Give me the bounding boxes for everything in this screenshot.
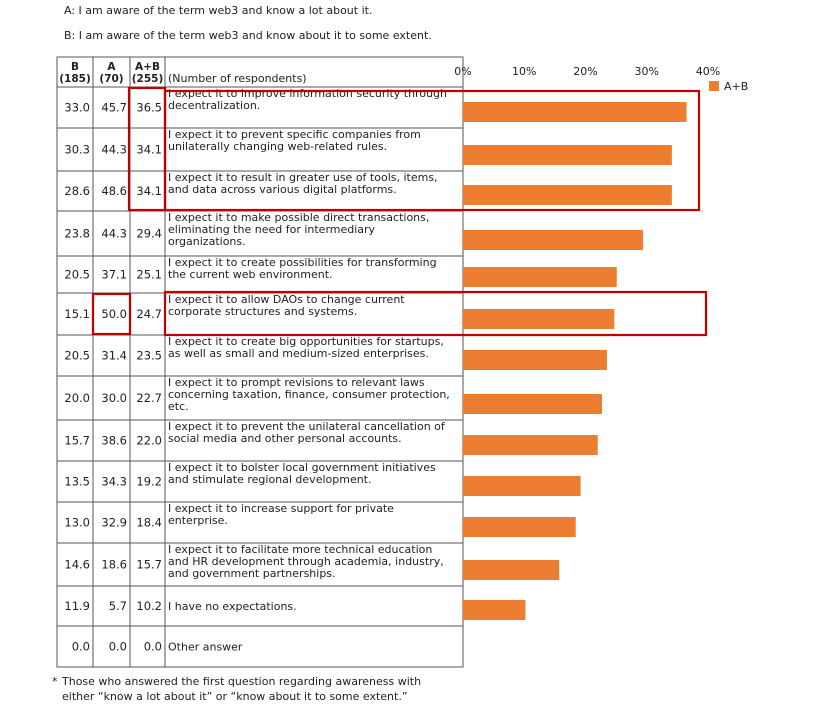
legend-label: A+B <box>724 80 749 93</box>
note-b: B: I am aware of the term web3 and know about it to some extent. <box>64 29 432 42</box>
category-label: I expect it to facilitate more technical education <box>168 543 433 556</box>
value-cell-a: 30.0 <box>101 391 127 405</box>
category-label: Other answer <box>168 640 243 654</box>
footnote-line-2: either “know a lot about it” or “know about it to some extent.” <box>62 690 408 703</box>
value-cell-b: 30.3 <box>64 142 90 157</box>
category-label: the current web environment. <box>168 268 333 281</box>
value-cell-b: 33.0 <box>64 100 90 115</box>
category-label: decentralization. <box>168 99 261 112</box>
category-label: organizations. <box>168 235 246 248</box>
category-label: unilaterally changing web-related rules. <box>168 140 388 153</box>
category-label: social media and other personal accounts. <box>168 432 402 445</box>
table-caption: (Number of respondents) <box>168 72 307 85</box>
column-header: B <box>70 61 80 73</box>
bar <box>463 350 607 370</box>
value-cell-a: 32.9 <box>101 515 127 530</box>
category-label: I expect it to increase support for private <box>168 502 394 515</box>
bar <box>463 185 672 205</box>
x-tick-label: 40% <box>695 65 721 78</box>
value-cell-b: 20.5 <box>64 267 90 282</box>
value-cell-b: 23.8 <box>64 226 90 241</box>
value-cell-a-plus-b: 10.2 <box>136 599 162 613</box>
category-label: as well as small and medium-sized enterprises. <box>168 347 429 360</box>
category-label: I have no expectations. <box>168 600 297 613</box>
column-header-count: (70) <box>99 73 124 85</box>
category-label: etc. <box>168 400 189 413</box>
column-header-count: (255) <box>131 73 164 85</box>
bar <box>463 435 598 455</box>
value-cell-a: 5.7 <box>108 599 127 613</box>
category-label: corporate structures and systems. <box>168 305 358 318</box>
value-cell-b: 0.0 <box>71 639 90 654</box>
bar <box>463 309 614 329</box>
value-cell-a: 50.0 <box>101 307 127 321</box>
column-header-count: (185) <box>59 73 91 85</box>
legend-swatch <box>709 81 719 91</box>
value-cell-b: 20.0 <box>64 391 90 405</box>
category-label: I expect it to prevent the unilateral cancellation of <box>168 420 445 433</box>
value-cell-a-plus-b: 22.7 <box>136 391 162 405</box>
value-cell-a-plus-b: 36.5 <box>136 100 162 115</box>
value-cell-a: 48.6 <box>101 184 127 198</box>
value-cell-b: 14.6 <box>64 557 90 572</box>
value-cell-a: 37.1 <box>101 267 127 282</box>
footnote-line-1: Those who answered the first question regarding awareness with <box>62 675 422 688</box>
value-cell-a: 38.6 <box>101 433 127 448</box>
category-label: eliminating the need for intermediary <box>168 223 376 236</box>
value-cell-b: 28.6 <box>64 184 90 198</box>
bar <box>463 145 672 165</box>
value-cell-b: 15.7 <box>64 433 90 448</box>
category-label: I expect it to prompt revisions to relevant laws <box>168 376 425 389</box>
value-cell-a: 31.4 <box>101 348 127 363</box>
value-cell-a: 0.0 <box>108 639 127 654</box>
value-cell-a-plus-b: 18.4 <box>136 515 162 530</box>
bar <box>463 230 643 250</box>
bar-area <box>454 65 748 620</box>
category-label: I expect it to make possible direct transactions, <box>168 211 430 224</box>
value-cell-a: 45.7 <box>101 100 127 115</box>
value-cell-a: 34.3 <box>101 474 127 489</box>
column-header: A+B <box>135 61 160 73</box>
category-label: concerning taxation, finance, consumer protection, <box>168 388 450 401</box>
value-cell-a-plus-b: 0.0 <box>143 639 162 654</box>
bar <box>463 517 576 537</box>
value-cell-a-plus-b: 29.4 <box>136 226 162 241</box>
value-cell-a-plus-b: 15.7 <box>136 557 162 572</box>
x-tick-label: 0% <box>454 65 472 78</box>
category-label: I expect it to prevent specific companies from <box>168 128 421 141</box>
value-cell-a-plus-b: 19.2 <box>136 474 162 489</box>
bar <box>463 267 617 287</box>
bar <box>463 560 559 580</box>
value-cell-a-plus-b: 25.1 <box>136 267 162 282</box>
category-label: and HR development through academia, industry, <box>168 555 444 568</box>
x-tick-label: 30% <box>634 65 659 78</box>
value-cell-a-plus-b: 23.5 <box>136 348 162 363</box>
value-cell-b: 13.0 <box>64 515 90 530</box>
category-label: and data across various digital platforms. <box>168 183 397 196</box>
note-a: A: I am aware of the term web3 and know a lot about it. <box>64 4 373 17</box>
bar <box>463 394 602 414</box>
footnote <box>52 674 422 704</box>
bar <box>463 600 525 620</box>
bar <box>463 476 581 496</box>
category-label: I expect it to bolster local government initiatives <box>168 461 436 474</box>
value-cell-b: 20.5 <box>64 348 90 363</box>
value-cell-b: 15.1 <box>64 307 90 321</box>
value-cell-a-plus-b: 34.1 <box>136 142 162 157</box>
category-label: I expect it to create big opportunities for startups, <box>168 335 444 348</box>
x-tick-label: 10% <box>512 65 537 78</box>
category-label: I expect it to improve information security through <box>168 87 447 100</box>
category-label: enterprise. <box>168 514 228 527</box>
value-cell-a-plus-b: 24.7 <box>136 307 162 321</box>
category-label: and stimulate regional development. <box>168 473 372 486</box>
category-label: I expect it to result in greater use of tools, items, <box>168 171 438 184</box>
value-cell-a: 44.3 <box>101 226 127 241</box>
value-cell-a-plus-b: 34.1 <box>136 184 162 198</box>
bar <box>463 102 687 122</box>
data-table <box>57 57 463 667</box>
category-label: I expect it to create possibilities for transforming <box>168 256 437 269</box>
value-cell-b: 13.5 <box>64 474 90 489</box>
x-tick-label: 20% <box>573 65 598 78</box>
value-cell-b: 11.9 <box>64 599 90 613</box>
category-label: I expect it to allow DAOs to change current <box>168 293 405 306</box>
category-label: and government partnerships. <box>168 567 336 580</box>
value-cell-a: 18.6 <box>101 557 127 572</box>
footnote-mark: * <box>52 675 58 688</box>
value-cell-a: 44.3 <box>101 142 127 157</box>
value-cell-a-plus-b: 22.0 <box>136 433 162 448</box>
column-header: A <box>107 61 116 73</box>
